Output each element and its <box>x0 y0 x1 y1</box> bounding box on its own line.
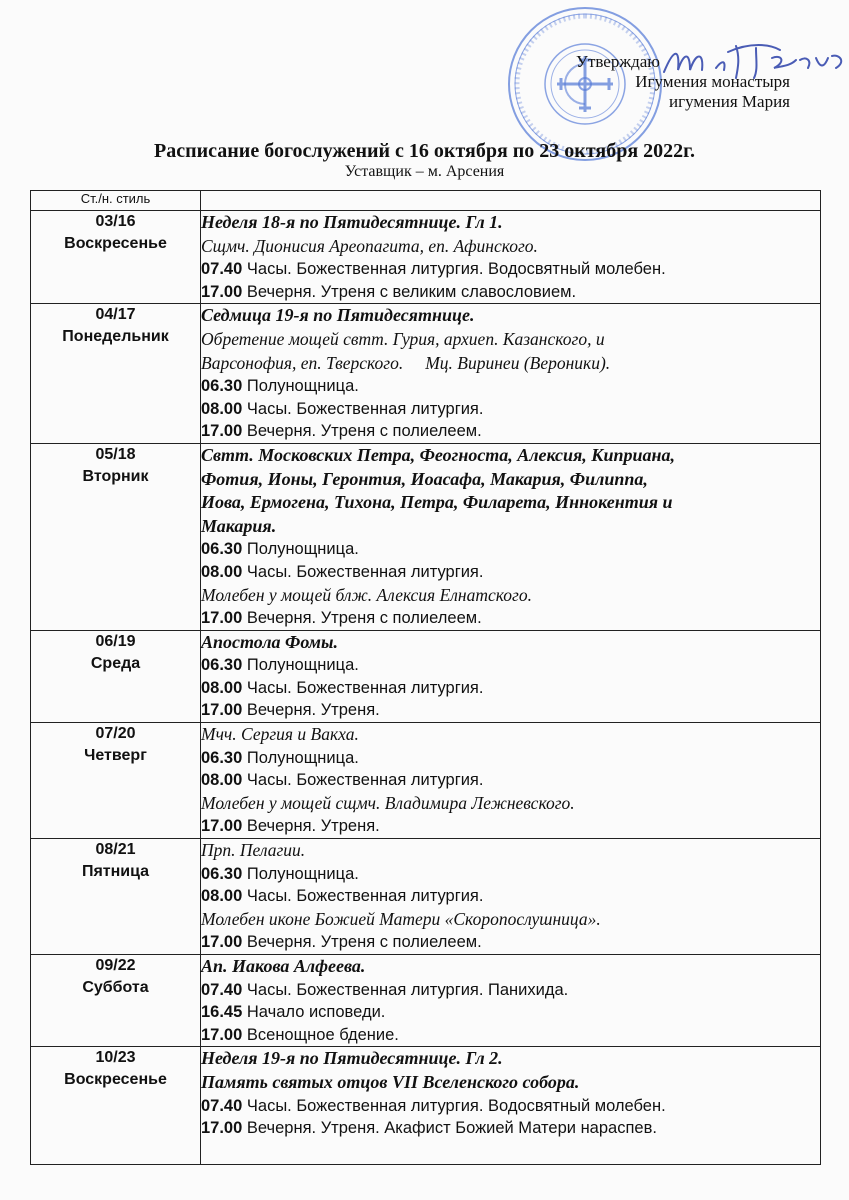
service-time: 08.00 <box>201 887 243 906</box>
commemoration-text: Варсонофия, еп. Тверского. <box>201 352 404 373</box>
commemoration-line <box>201 328 820 352</box>
feast-heading <box>201 1047 820 1071</box>
service-text: Вечерня. Утреня. Акафист Божией Матери нараспев. <box>246 1119 657 1138</box>
page-subtitle: Уставщик – м. Арсения <box>344 163 505 180</box>
service-line <box>201 1024 820 1047</box>
date-value: 05/18 <box>95 445 136 463</box>
service-text: Часы. Божественная литургия. <box>246 887 484 906</box>
service-line <box>201 677 820 700</box>
commemoration-line <box>201 235 820 259</box>
services-cell <box>201 1047 821 1164</box>
service-line <box>201 654 820 677</box>
service-line <box>201 281 820 304</box>
service-time: 17.00 <box>201 701 243 720</box>
date-cell <box>31 443 201 630</box>
service-line <box>201 1095 820 1118</box>
commemoration-text: Мц. Виринеи (Вероники). <box>425 352 611 373</box>
handwritten-signature <box>660 38 849 83</box>
service-time: 06.30 <box>201 864 243 883</box>
feast-title: Иова, Ермогена, Тихона, Петра, Филарета, Иннокентия и <box>201 492 673 513</box>
services-cell <box>201 443 821 630</box>
service-line <box>201 815 820 838</box>
service-text: Часы. Божественная литургия. Водосвятный молебен. <box>246 260 666 279</box>
feast-heading <box>201 631 820 655</box>
service-time: 08.00 <box>201 678 243 697</box>
date-cell <box>31 304 201 444</box>
schedule-table <box>30 190 821 1165</box>
services-cell <box>201 211 821 304</box>
service-time: 17.00 <box>201 1025 243 1044</box>
service-text: Вечерня. Утреня с полиелеем. <box>246 609 482 628</box>
service-line <box>201 747 820 770</box>
service-time: 06.30 <box>201 540 243 559</box>
service-line <box>201 699 820 722</box>
date-value: 06/19 <box>95 632 136 650</box>
commemoration-line <box>201 584 820 608</box>
service-time: 07.40 <box>201 980 243 999</box>
commemoration-line <box>201 352 820 376</box>
feast-heading <box>201 304 820 328</box>
table-row <box>31 443 821 630</box>
commemoration-line <box>201 839 820 863</box>
weekday: Среда <box>90 654 141 672</box>
service-line <box>201 885 820 908</box>
commemoration-text: Прп. Пелагии. <box>201 840 306 861</box>
weekday: Пятница <box>81 863 150 881</box>
date-cell <box>31 955 201 1047</box>
date-value: 07/20 <box>95 725 136 743</box>
table-row <box>31 955 821 1047</box>
date-value: 03/16 <box>95 213 136 230</box>
approval-line-1: Утверждаю <box>575 52 660 71</box>
services-cell <box>201 723 821 839</box>
feast-heading <box>201 211 820 235</box>
service-time: 06.30 <box>201 748 243 767</box>
feast-title: Фотия, Ионы, Геронтия, Иоасафа, Макария, Филиппа, <box>201 468 648 489</box>
service-line <box>201 561 820 584</box>
service-text: Часы. Божественная литургия. <box>246 562 484 581</box>
commemoration-text: Молебен у мощей сщмч. Владимира Лежневского. <box>201 792 575 813</box>
service-text: Полунощница. <box>246 377 359 396</box>
feast-title: Неделя 19-я по Пятидесятнице. Гл 2. <box>201 1048 503 1069</box>
table-row <box>31 211 821 304</box>
table-row <box>31 723 821 839</box>
service-text: Начало исповеди. <box>246 1003 386 1022</box>
service-time: 17.00 <box>201 422 243 441</box>
date-value: 10/23 <box>95 1049 136 1067</box>
services-cell <box>201 304 821 444</box>
service-time: 07.40 <box>201 260 243 279</box>
commemoration-line <box>201 723 820 747</box>
date-cell <box>31 723 201 839</box>
weekday: Воскресенье <box>64 235 167 252</box>
commemoration-text: Мчч. Сергия и Вакха. <box>201 724 359 745</box>
service-text: Полунощница. <box>246 540 359 559</box>
service-line <box>201 607 820 630</box>
feast-title: Память святых отцов VII Вселенского собора. <box>201 1071 580 1092</box>
service-time: 17.00 <box>201 609 243 628</box>
feast-heading <box>201 955 820 979</box>
feast-heading <box>201 515 820 539</box>
service-line <box>201 979 820 1002</box>
service-time: 17.00 <box>201 817 243 836</box>
weekday: Суббота <box>82 979 149 996</box>
commemoration-text: Сщмч. Дионисия Ареопагита, еп. Афинского. <box>201 235 538 256</box>
table-row <box>31 1047 821 1164</box>
date-value: 09/22 <box>95 957 136 974</box>
header-style-column: Ст./н. стиль <box>31 191 201 211</box>
services-cell <box>201 955 821 1047</box>
service-time: 08.00 <box>201 562 243 581</box>
service-time: 17.00 <box>201 282 243 301</box>
service-time: 06.30 <box>201 377 243 396</box>
feast-title: Седмица 19-я по Пятидесятнице. <box>201 305 475 326</box>
service-line <box>201 1001 820 1024</box>
service-text: Часы. Божественная литургия. <box>246 399 484 418</box>
feast-heading <box>201 1071 820 1095</box>
service-text: Вечерня. Утреня с полиелеем. <box>246 933 482 952</box>
date-cell <box>31 1047 201 1164</box>
approval-line-3: игумения Мария <box>669 92 790 111</box>
service-text: Часы. Божественная литургия. Панихида. <box>246 980 569 999</box>
feast-title: Неделя 18-я по Пятидесятнице. Гл 1. <box>201 212 503 232</box>
commemoration-line <box>201 908 820 932</box>
commemoration-line <box>201 792 820 816</box>
service-line <box>201 769 820 792</box>
service-line <box>201 538 820 561</box>
service-text: Всенощное бдение. <box>246 1025 399 1044</box>
feast-title: Апостола Фомы. <box>201 631 338 652</box>
feast-title: Свтт. Московских Петра, Феогноста, Алексия, Киприана, <box>201 444 675 465</box>
header-services-column <box>201 191 821 211</box>
services-cell <box>201 630 821 722</box>
date-cell <box>31 630 201 722</box>
service-text: Часы. Божественная литургия. <box>246 678 484 697</box>
feast-heading <box>201 444 820 468</box>
weekday: Четверг <box>84 747 147 765</box>
service-line <box>201 1117 820 1140</box>
service-text: Часы. Божественная литургия. <box>246 771 484 790</box>
commemoration-text: Молебен у мощей блж. Алексия Елнатского. <box>201 584 532 605</box>
approval-line-2: Игумения монастыря <box>635 72 790 91</box>
service-line <box>201 398 820 421</box>
table-header-row <box>31 191 821 211</box>
service-time: 06.30 <box>201 656 243 675</box>
date-cell <box>31 211 201 304</box>
service-line <box>201 863 820 886</box>
weekday: Понедельник <box>62 328 169 346</box>
date-value: 04/17 <box>95 306 136 324</box>
service-text: Вечерня. Утреня с великим славословием. <box>246 282 577 301</box>
commemoration-text: Молебен иконе Божией Матери «Скоропослушница». <box>201 908 601 929</box>
table-row <box>31 839 821 955</box>
service-text: Полунощница. <box>246 748 359 767</box>
service-line <box>201 420 820 443</box>
service-line <box>201 931 820 954</box>
feast-heading <box>201 468 820 492</box>
service-time: 17.00 <box>201 1119 243 1138</box>
service-text: Вечерня. Утреня. <box>246 817 380 836</box>
commemoration-text: Обретение мощей свтт. Гурия, архиеп. Казанского, и <box>201 328 605 349</box>
services-cell <box>201 839 821 955</box>
service-text: Полунощница. <box>246 656 359 675</box>
service-time: 07.40 <box>201 1096 243 1115</box>
service-time: 08.00 <box>201 771 243 790</box>
service-time: 17.00 <box>201 933 243 952</box>
feast-title: Макария. <box>201 515 277 536</box>
date-value: 08/21 <box>95 841 136 859</box>
table-row <box>31 630 821 722</box>
feast-heading <box>201 491 820 515</box>
service-text: Вечерня. Утреня. <box>246 701 380 720</box>
service-text: Вечерня. Утреня с полиелеем. <box>246 422 482 441</box>
service-time: 08.00 <box>201 399 243 418</box>
weekday: Воскресенье <box>64 1071 167 1089</box>
service-text: Полунощница. <box>246 864 359 883</box>
service-line <box>201 375 820 398</box>
service-time: 16.45 <box>201 1003 243 1022</box>
page-title: Расписание богослужений с 16 октября по 23 октября 2022г. <box>154 140 695 162</box>
date-cell <box>31 839 201 955</box>
table-row <box>31 304 821 444</box>
schedule-body <box>31 211 821 1165</box>
feast-title: Ап. Иакова Алфеева. <box>201 956 366 976</box>
service-text: Часы. Божественная литургия. Водосвятный молебен. <box>246 1096 666 1115</box>
service-line <box>201 258 820 281</box>
weekday: Вторник <box>82 467 149 485</box>
